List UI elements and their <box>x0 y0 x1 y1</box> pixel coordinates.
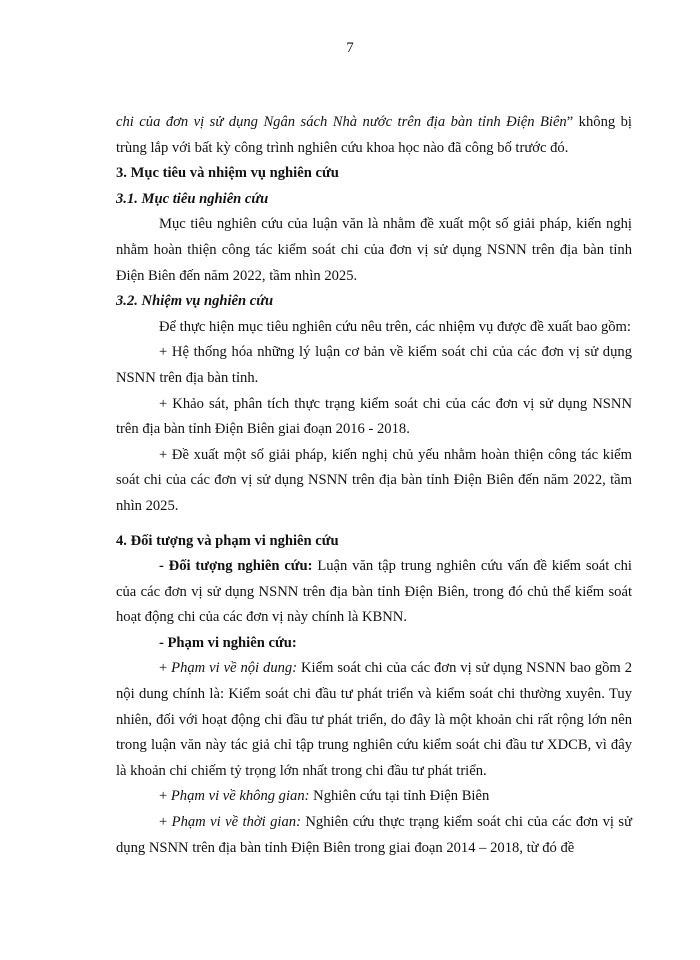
intro-text: ” không bị trùng lắp với bất kỳ công trình nghiên cứu khoa học nào đã công bố trước đó. <box>116 114 632 156</box>
document-body <box>116 110 632 861</box>
section-3-2-lead: Để thực hiện mục tiêu nghiên cứu nêu trên, các nhiệm vụ được đề xuất bao gồm: <box>159 318 631 335</box>
section-3-2-heading: 3.2. Nhiệm vụ nghiên cứu <box>116 293 274 310</box>
intro-paragraph <box>116 110 632 161</box>
research-object-text: Luận văn tập trung nghiên cứu vấn đề kiểm soát chi của các đơn vị sử dụng NSNN trên địa bàn tỉnh Điện Biên, trong đó chủ thể kiểm soát hoạt động chi của các đơn vị này chính là KBNN. <box>116 558 632 626</box>
section-3-1-heading: 3.1. Mục tiêu nghiên cứu <box>116 190 269 207</box>
scope-time-label: Phạm vi về thời gian: <box>171 814 301 831</box>
scope-content-label: Phạm vi về nội dung: <box>171 660 298 677</box>
scope-space-label: Phạm vi về không gian: <box>170 788 310 805</box>
scope-time-text: Nghiên cứu thực trạng kiểm soát chi của các đơn vị sử dụng NSNN trên địa bàn tỉnh Điện Biên trong giai đoạn 2014 – 2018, từ đó đề <box>116 814 632 856</box>
task-item: + Khảo sát, phân tích thực trạng kiểm soát chi của các đơn vị sử dụng NSNN trên địa bàn tỉnh Điện Biên giai đoạn 2016 - 2018. <box>116 395 632 438</box>
research-scope-label: - Phạm vi nghiên cứu: <box>159 634 297 651</box>
thesis-title-fragment: chi của đơn vị sử dụng Ngân sách Nhà nước trên địa bàn tỉnh Điện Biên <box>116 114 567 130</box>
section-3-1-paragraph: Mục tiêu nghiên cứu của luận văn là nhằm đề xuất một số giải pháp, kiến nghị nhằm hoàn thiện công tác kiểm soát chi của đơn vị sử dụng NSNN trên địa bàn tỉnh Điện Biên đến năm 2022, tầm nhìn 2025. <box>116 216 632 284</box>
task-item: + Hệ thống hóa những lý luận cơ bản về kiểm soát chi của các đơn vị sử dụng NSNN trên địa bàn tỉnh. <box>116 344 632 386</box>
scope-content-text: Kiểm soát chi của các đơn vị sử dụng NSNN bao gồm 2 nội dung chính là: Kiểm soát chi đầu tư phát triển và kiểm soát chi thường xuyên. Tuy nhiên, đối với hoạt động chi đầu tư phát triển, do đây là một khoản chi rất rộng lớn nên trong luận văn này tác giả chỉ tập trung nghiên cứu kiểm soát chi đầu tư XDCB, vì đây là khoản chi chiếm tỷ trọng lớn nhất trong chi đầu tư phát triển. <box>116 660 632 779</box>
section-4-heading: 4. Đối tượng và phạm vi nghiên cứu <box>116 532 339 549</box>
research-object-label: - Đối tượng nghiên cứu: <box>159 558 313 575</box>
scope-space-text: Nghiên cứu tại tỉnh Điện Biên <box>309 788 490 805</box>
section-3-heading: 3. Mục tiêu và nhiệm vụ nghiên cứu <box>116 165 339 182</box>
scope-space-prefix: + <box>159 788 171 805</box>
scope-content-prefix: + <box>159 660 172 677</box>
page-number: 7 <box>346 40 354 56</box>
scope-time-paragraph <box>116 810 632 861</box>
section-spacer <box>116 520 632 529</box>
research-object-paragraph <box>116 554 632 631</box>
task-item: + Đề xuất một số giải pháp, kiến nghị chủ yếu nhằm hoàn thiện công tác kiểm soát chi của các đơn vị sử dụng NSNN trên địa bàn tỉnh Điện Biên đến năm 2022, tầm nhìn 2025. <box>116 446 632 514</box>
scope-content-paragraph <box>116 656 632 784</box>
scope-space-paragraph <box>116 784 632 810</box>
scope-time-prefix: + <box>159 814 172 831</box>
